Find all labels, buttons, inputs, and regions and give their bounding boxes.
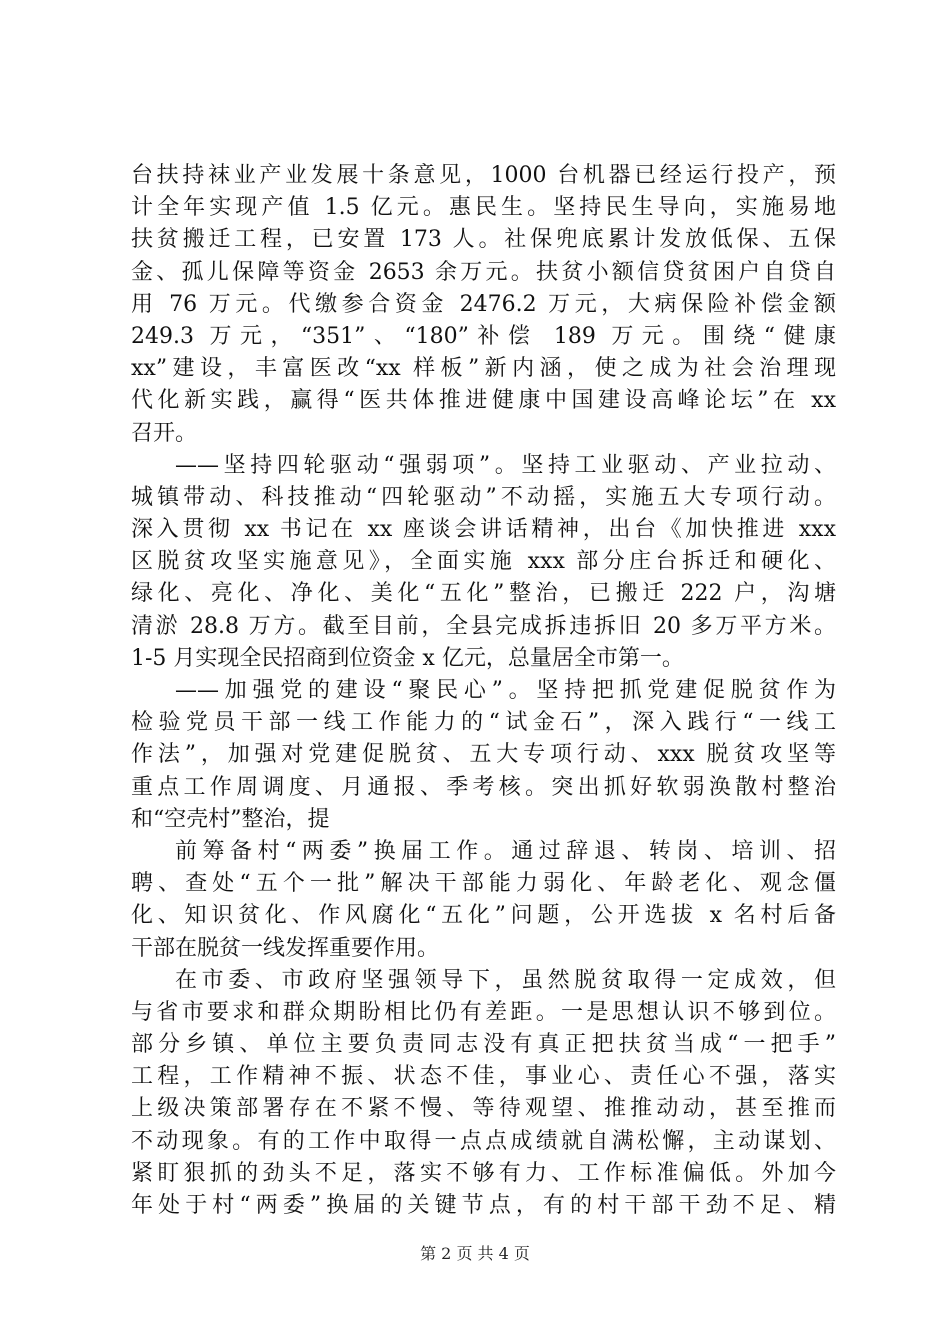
text-line: 检验党员干部一线工作能力的“试金石”，深入践行“一线工: [131, 710, 836, 736]
text-line: 计全年实现产值 1.5 亿元。惠民生。坚持民生导向，实施易地: [131, 195, 836, 221]
text-line: ——坚持四轮驱动“强弱项”。坚持工业驱动、产业拉动、: [175, 452, 836, 478]
text-line: 重点工作周调度、月通报、季考核。突出抓好软弱涣散村整治: [131, 774, 836, 800]
text-line: 249.3 万元，“351”、“180”补偿 189 万元。围绕“健康: [131, 323, 836, 349]
text-line: 在市委、市政府坚强领导下，虽然脱贫取得一定成效，但: [175, 967, 836, 993]
text-line: 上级决策部署存在不紧不慢、等待观望、推推动动，甚至推而: [131, 1096, 836, 1122]
text-line: xx”建设，丰富医改“xx 样板”新内涵，使之成为社会治理现: [131, 356, 836, 382]
document-body: [131, 160, 836, 1222]
text-line: 化、知识贫化、作风腐化“五化”问题，公开选拔 x 名村后备: [131, 903, 836, 929]
text-line: 区脱贫攻坚实施意见》，全面实施 xxx 部分庄台拆迁和硬化、: [131, 549, 836, 575]
text-line: 聘、查处“五个一批”解决干部能力弱化、年龄老化、观念僵: [131, 871, 836, 897]
text-line: 1-5 月实现全民招商到位资金 x 亿元，总量居全市第一。: [131, 645, 684, 671]
text-line: 金、孤儿保障等资金 2653 余万元。扶贫小额信贷贫困户自贷自: [131, 259, 836, 285]
text-line: ——加强党的建设“聚民心”。坚持把抓党建促脱贫作为: [175, 678, 836, 703]
text-line: 不动现象。有的工作中取得一点点成绩就自满松懈，主动谋划、: [131, 1128, 836, 1154]
text-line: 深入贯彻 xx 书记在 xx 座谈会讲话精神，出台《加快推进 xxx: [131, 517, 836, 543]
text-line: 与省市要求和群众期盼相比仍有差距。一是思想认识不够到位。: [131, 999, 836, 1025]
text-line: 召开。: [131, 420, 198, 446]
text-line: 和“空壳村”整治，提: [131, 806, 330, 832]
text-line: 作法”，加强对党建促脱贫、五大专项行动、xxx 脱贫攻坚等: [131, 742, 836, 768]
text-line: 紧盯狠抓的劲头不足，落实不够有力、工作标准偏低。外加今: [131, 1160, 836, 1186]
text-line: 部分乡镇、单位主要负责同志没有真正把扶贫当成“一把手”: [131, 1032, 836, 1058]
text-line: 城镇带动、科技推动“四轮驱动”不动摇，实施五大专项行动。: [131, 484, 836, 510]
text-line: 前筹备村“两委”换届工作。通过辞退、转岗、培训、招: [175, 838, 836, 864]
text-line: 代化新实践，赢得“医共体推进健康中国建设高峰论坛”在 xx: [131, 388, 836, 414]
text-line: 工程，工作精神不振、状态不佳，事业心、责任心不强，落实: [131, 1064, 836, 1090]
text-line: 用 76 万元。代缴参合资金 2476.2 万元，大病保险补偿金额: [131, 291, 836, 317]
text-line: 年处于村“两委”换届的关键节点，有的村干部干劲不足、精: [131, 1193, 836, 1218]
text-line: 清淤 28.8 万方。截至目前，全县完成拆违拆旧 20 多万平方米。: [131, 613, 836, 639]
text-line: 台扶持袜业产业发展十条意见，1000 台机器已经运行投产，预: [131, 163, 836, 188]
text-line: 绿化、亮化、净化、美化“五化”整治，已搬迁 222 户，沟塘: [131, 581, 836, 607]
text-line: 干部在脱贫一线发挥重要作用。: [131, 935, 440, 961]
page-number-footer: 第 2 页 共 4 页: [420, 1244, 530, 1263]
text-line: 扶贫搬迁工程，已安置 173 人。社保兜底累计发放低保、五保: [131, 227, 836, 253]
